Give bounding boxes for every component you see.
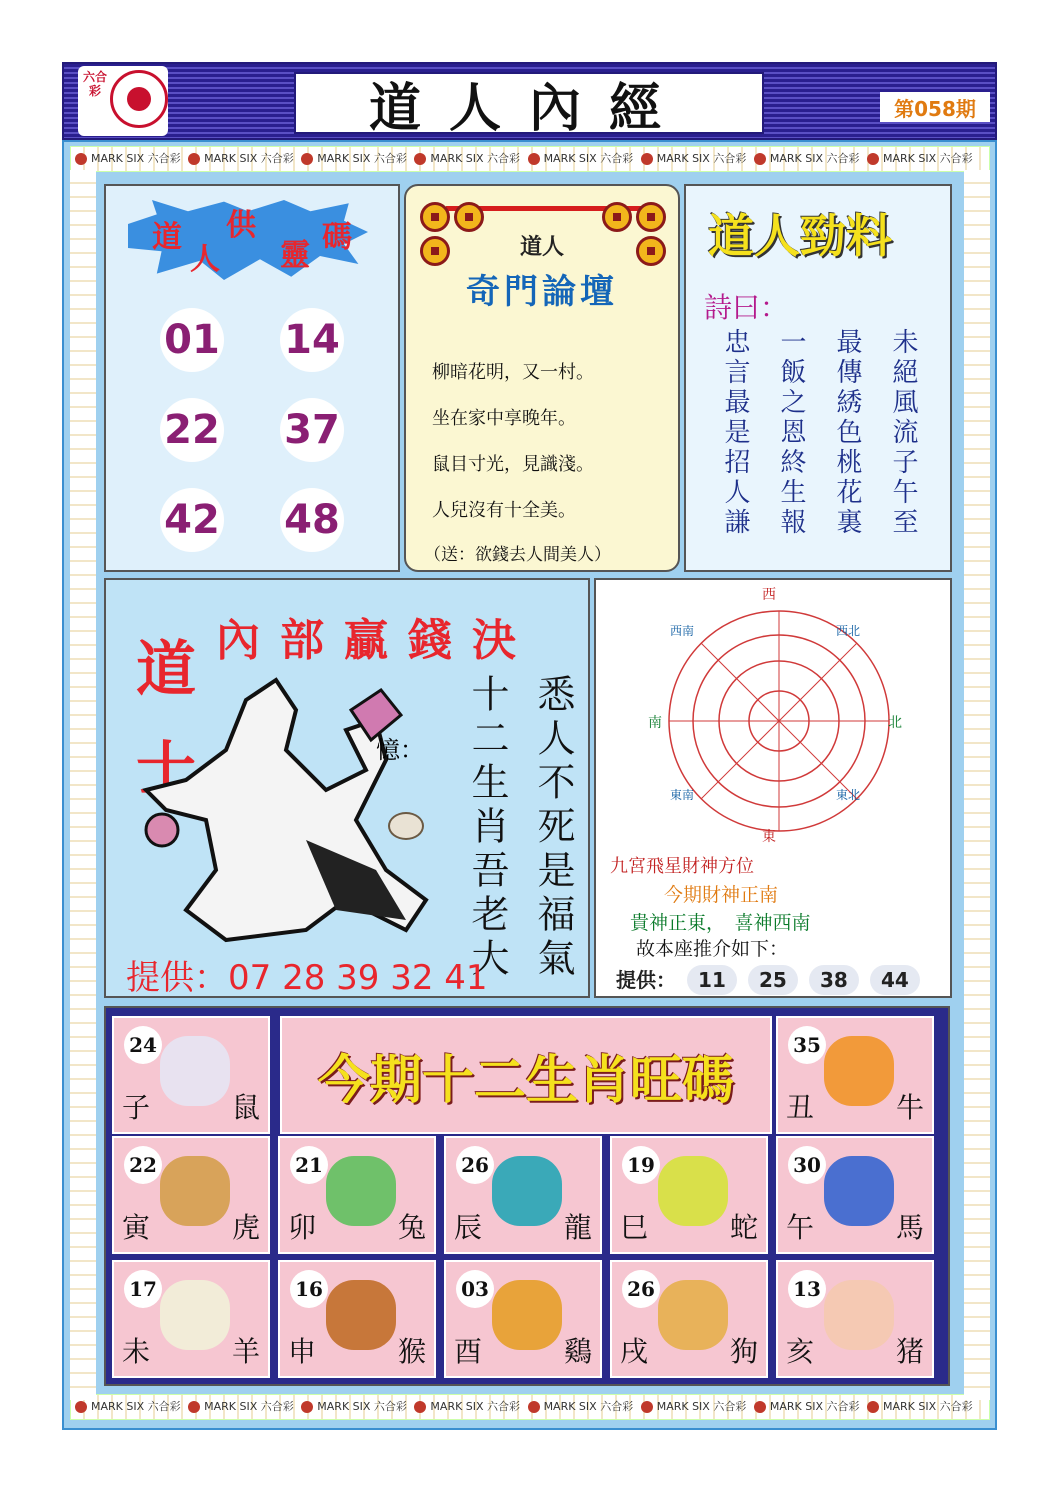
rosette-icon bbox=[867, 153, 879, 165]
zodiac-animal: 馬 bbox=[895, 1211, 924, 1244]
dir-bottom: 東 bbox=[762, 829, 776, 845]
page-title: 道人內經 bbox=[368, 77, 689, 139]
taoist-char: 道 bbox=[136, 635, 196, 705]
ox-icon bbox=[824, 1036, 894, 1106]
taoist-figure-icon bbox=[126, 670, 456, 950]
zodiac-animal: 龍 bbox=[563, 1211, 592, 1244]
bang-char: 供 bbox=[226, 208, 256, 243]
zodiac-animal: 蛇 bbox=[729, 1211, 758, 1244]
strip-text-a: MARK SIX bbox=[543, 1400, 597, 1413]
border-strip-left bbox=[70, 170, 96, 1400]
zodiac-number: 16 bbox=[290, 1270, 328, 1308]
rosette-icon bbox=[528, 1401, 540, 1413]
number-ball: 38 bbox=[809, 965, 859, 995]
bang-char: 碼 bbox=[322, 220, 352, 255]
bang-char: 靈 bbox=[280, 238, 310, 273]
zodiac-animal: 猴 bbox=[397, 1335, 426, 1368]
taoist-char: 士 bbox=[136, 735, 196, 805]
zodiac-branch: 巳 bbox=[620, 1211, 649, 1244]
zodiac-cell bbox=[444, 1260, 602, 1378]
zodiac-cell bbox=[278, 1260, 436, 1378]
strip-text-b: 六合彩 bbox=[370, 152, 411, 165]
snake-icon bbox=[658, 1156, 728, 1226]
strip-text-a: MARK SIX bbox=[317, 152, 371, 165]
number-ball: 22 bbox=[160, 398, 224, 462]
rosette-icon bbox=[754, 1401, 766, 1413]
poem-column: 未絕風流子午至 bbox=[888, 328, 918, 538]
forum-gift-line: （送：欲錢去人間美人） bbox=[424, 545, 611, 565]
zodiac-cell bbox=[112, 1260, 270, 1378]
border-strip-text bbox=[71, 1395, 989, 1419]
compass-provide bbox=[616, 964, 920, 995]
strip-text-b: 六合彩 bbox=[936, 152, 973, 165]
zodiac-animal: 鼠 bbox=[231, 1091, 260, 1124]
poem-label: 詩曰： bbox=[704, 291, 789, 324]
number-ball: 37 bbox=[280, 398, 344, 462]
strip-text-a: MARK SIX bbox=[91, 152, 145, 165]
coin-icon bbox=[636, 202, 666, 232]
zodiac-cell bbox=[278, 1136, 436, 1254]
rosette-icon bbox=[188, 153, 200, 165]
border-strip-right bbox=[964, 170, 990, 1400]
compass-line-2: 今期財神正南 bbox=[664, 884, 779, 906]
rosette-icon bbox=[414, 1401, 426, 1413]
hint-label: 憶： bbox=[376, 736, 424, 764]
zodiac-cell bbox=[776, 1260, 934, 1378]
poem-column: 忠言最是招人謙 bbox=[720, 328, 750, 538]
logo-text: 六合彩 bbox=[82, 70, 107, 98]
strip-text-b: 六合彩 bbox=[257, 152, 298, 165]
panel-hot-tips bbox=[684, 184, 952, 572]
zodiac-branch: 午 bbox=[786, 1211, 815, 1244]
panel-forum bbox=[404, 184, 680, 572]
panel-secret-formula bbox=[104, 578, 590, 998]
strip-text-a: MARK SIX bbox=[543, 152, 597, 165]
panel-zodiac bbox=[104, 1006, 950, 1386]
number-ball: 25 bbox=[748, 965, 798, 995]
strip-text-b: 六合彩 bbox=[936, 1400, 973, 1413]
zodiac-branch: 未 bbox=[122, 1335, 151, 1368]
zodiac-animal: 羊 bbox=[231, 1335, 260, 1368]
rabbit-icon bbox=[326, 1156, 396, 1226]
dog-icon bbox=[658, 1280, 728, 1350]
secret-vertical-right: 悉人不死是福氣 bbox=[531, 674, 575, 982]
rosette-icon bbox=[641, 1401, 653, 1413]
zodiac-branch: 申 bbox=[288, 1335, 317, 1368]
zodiac-branch: 辰 bbox=[454, 1211, 483, 1244]
zodiac-animal: 虎 bbox=[231, 1211, 260, 1244]
dir-bottom-right: 東北 bbox=[836, 788, 861, 802]
zodiac-animal: 猪 bbox=[895, 1335, 924, 1368]
dir-left: 南 bbox=[648, 715, 662, 731]
tiger-icon bbox=[160, 1156, 230, 1226]
zodiac-branch: 丑 bbox=[786, 1091, 815, 1124]
zodiac-animal: 兔 bbox=[397, 1211, 426, 1244]
border-strip-text bbox=[71, 147, 989, 171]
horse-icon bbox=[824, 1156, 894, 1226]
strip-text-a: MARK SIX bbox=[656, 152, 710, 165]
rosette-icon bbox=[641, 153, 653, 165]
bang-char: 道 bbox=[152, 220, 182, 255]
dragon-icon bbox=[492, 1156, 562, 1226]
panel-compass bbox=[594, 578, 952, 998]
strip-text-b: 六合彩 bbox=[144, 152, 185, 165]
zodiac-cell bbox=[610, 1136, 768, 1254]
strip-text-a: MARK SIX bbox=[882, 1400, 937, 1413]
strip-text-b: 六合彩 bbox=[596, 152, 637, 165]
header-bar bbox=[62, 62, 997, 140]
provide-label: 提供： bbox=[616, 968, 676, 992]
strip-text-a: MARK SIX bbox=[769, 1400, 823, 1413]
compass-line-1: 九宮飛星財神方位 bbox=[610, 856, 754, 877]
pig-icon bbox=[824, 1280, 894, 1350]
strip-text-a: MARK SIX bbox=[317, 1400, 371, 1413]
strip-text-b: 六合彩 bbox=[709, 152, 750, 165]
rosette-icon bbox=[754, 153, 766, 165]
bang-char: 人 bbox=[190, 242, 220, 277]
zodiac-number: 21 bbox=[290, 1146, 328, 1184]
forum-title-small: 道人 bbox=[519, 235, 564, 260]
dir-bottom-left: 東南 bbox=[670, 788, 695, 802]
secret-title: 內部贏錢決 bbox=[216, 615, 536, 666]
rosette-icon bbox=[75, 1401, 87, 1413]
zodiac-animal: 鷄 bbox=[563, 1335, 592, 1368]
rosette-icon bbox=[301, 1401, 313, 1413]
coin-icon bbox=[602, 202, 632, 232]
rosette-icon bbox=[528, 153, 540, 165]
compass-line-4: 故本座推介如下： bbox=[636, 938, 789, 960]
zodiac-animal: 牛 bbox=[895, 1091, 924, 1124]
strip-text-a: MARK SIX bbox=[204, 1400, 258, 1413]
zodiac-number: 19 bbox=[622, 1146, 660, 1184]
zodiac-cell bbox=[610, 1260, 768, 1378]
zodiac-animal: 狗 bbox=[729, 1335, 758, 1368]
dir-top-right: 西北 bbox=[836, 624, 861, 638]
forum-line: 柳暗花明，又一村。 bbox=[432, 362, 594, 383]
coin-icon bbox=[454, 202, 484, 232]
zodiac-number: 30 bbox=[788, 1146, 826, 1184]
strip-text-b: 六合彩 bbox=[483, 152, 524, 165]
forum-line: 坐在家中享晚年。 bbox=[432, 408, 576, 429]
strip-text-b: 六合彩 bbox=[370, 1400, 411, 1413]
zodiac-branch: 亥 bbox=[786, 1335, 815, 1368]
zodiac-branch: 酉 bbox=[454, 1335, 483, 1368]
number-ball: 48 bbox=[280, 488, 344, 552]
zodiac-number: 03 bbox=[456, 1270, 494, 1308]
rosette-icon bbox=[867, 1401, 879, 1413]
strip-text-a: MARK SIX bbox=[204, 152, 258, 165]
strip-text-a: MARK SIX bbox=[430, 1400, 484, 1413]
zodiac-branch: 戌 bbox=[620, 1335, 649, 1368]
strip-text-b: 六合彩 bbox=[822, 1400, 863, 1413]
forum-line: 人兒沒有十全美。 bbox=[432, 500, 576, 521]
zodiac-number: 13 bbox=[788, 1270, 826, 1308]
poem-column: 最傳綉色桃花裏 bbox=[832, 328, 862, 538]
bauhinia-icon bbox=[110, 70, 168, 128]
zodiac-cell bbox=[112, 1136, 270, 1254]
zodiac-cell bbox=[776, 1136, 934, 1254]
rosette-icon bbox=[414, 153, 426, 165]
zodiac-banner bbox=[280, 1016, 772, 1134]
lottery-logo bbox=[78, 66, 168, 136]
strip-text-a: MARK SIX bbox=[430, 152, 484, 165]
secret-vertical-left: 十二生肖吾老大 bbox=[465, 674, 509, 982]
zodiac-branch: 子 bbox=[122, 1091, 151, 1124]
zodiac-number: 24 bbox=[124, 1026, 162, 1064]
strip-text-b: 六合彩 bbox=[257, 1400, 298, 1413]
secret-provide-numbers: 提供：07 28 39 32 41 bbox=[126, 958, 488, 998]
poem-column: 一飯之恩終生報 bbox=[776, 328, 806, 538]
zodiac-branch: 寅 bbox=[122, 1211, 151, 1244]
monkey-icon bbox=[326, 1280, 396, 1350]
zodiac-number: 22 bbox=[124, 1146, 162, 1184]
strip-text-a: MARK SIX bbox=[882, 152, 937, 165]
number-ball: 11 bbox=[687, 965, 737, 995]
panel-lucky-numbers bbox=[104, 184, 400, 572]
zodiac-number: 17 bbox=[124, 1270, 162, 1308]
goat-icon bbox=[388, 812, 424, 840]
rosette-icon bbox=[75, 153, 87, 165]
number-ball: 01 bbox=[160, 308, 224, 372]
strip-text-b: 六合彩 bbox=[144, 1400, 185, 1413]
zodiac-number: 26 bbox=[456, 1146, 494, 1184]
strip-text-b: 六合彩 bbox=[709, 1400, 750, 1413]
border-strip-bottom bbox=[70, 1394, 990, 1420]
zodiac-cell bbox=[112, 1016, 270, 1134]
zodiac-banner-text: 今期十二生肖旺碼 bbox=[317, 1050, 734, 1111]
rat-icon bbox=[160, 1036, 230, 1106]
strip-text-a: MARK SIX bbox=[91, 1400, 145, 1413]
dir-right: 北 bbox=[888, 715, 902, 731]
zodiac-number: 35 bbox=[788, 1026, 826, 1064]
strip-text-b: 六合彩 bbox=[483, 1400, 524, 1413]
coin-icon bbox=[420, 202, 450, 232]
forum-title: 奇門論壇 bbox=[466, 272, 618, 312]
number-ball: 42 bbox=[160, 488, 224, 552]
dir-top: 西 bbox=[762, 587, 776, 603]
dir-top-left: 西南 bbox=[670, 624, 695, 638]
forum-line: 鼠目寸光，見識淺。 bbox=[432, 454, 594, 475]
number-ball: 14 bbox=[280, 308, 344, 372]
title-box bbox=[294, 72, 764, 139]
compass-line-3: 貴神正東， 喜神西南 bbox=[630, 912, 811, 934]
zodiac-branch: 卯 bbox=[288, 1211, 317, 1244]
issue-number: 第058期 bbox=[880, 92, 990, 122]
rosette-icon bbox=[301, 153, 313, 165]
goat-icon bbox=[160, 1280, 230, 1350]
zodiac-cell bbox=[776, 1016, 934, 1134]
zodiac-number: 26 bbox=[622, 1270, 660, 1308]
number-ball: 44 bbox=[870, 965, 920, 995]
strip-text-a: MARK SIX bbox=[769, 152, 823, 165]
zodiac-cell bbox=[444, 1136, 602, 1254]
rosette-icon bbox=[188, 1401, 200, 1413]
strip-text-a: MARK SIX bbox=[656, 1400, 710, 1413]
hot-tips-title: 道人勁料 bbox=[708, 209, 892, 263]
strip-text-b: 六合彩 bbox=[822, 152, 863, 165]
rooster-icon bbox=[492, 1280, 562, 1350]
strip-text-b: 六合彩 bbox=[596, 1400, 637, 1413]
border-strip-top bbox=[70, 146, 990, 172]
